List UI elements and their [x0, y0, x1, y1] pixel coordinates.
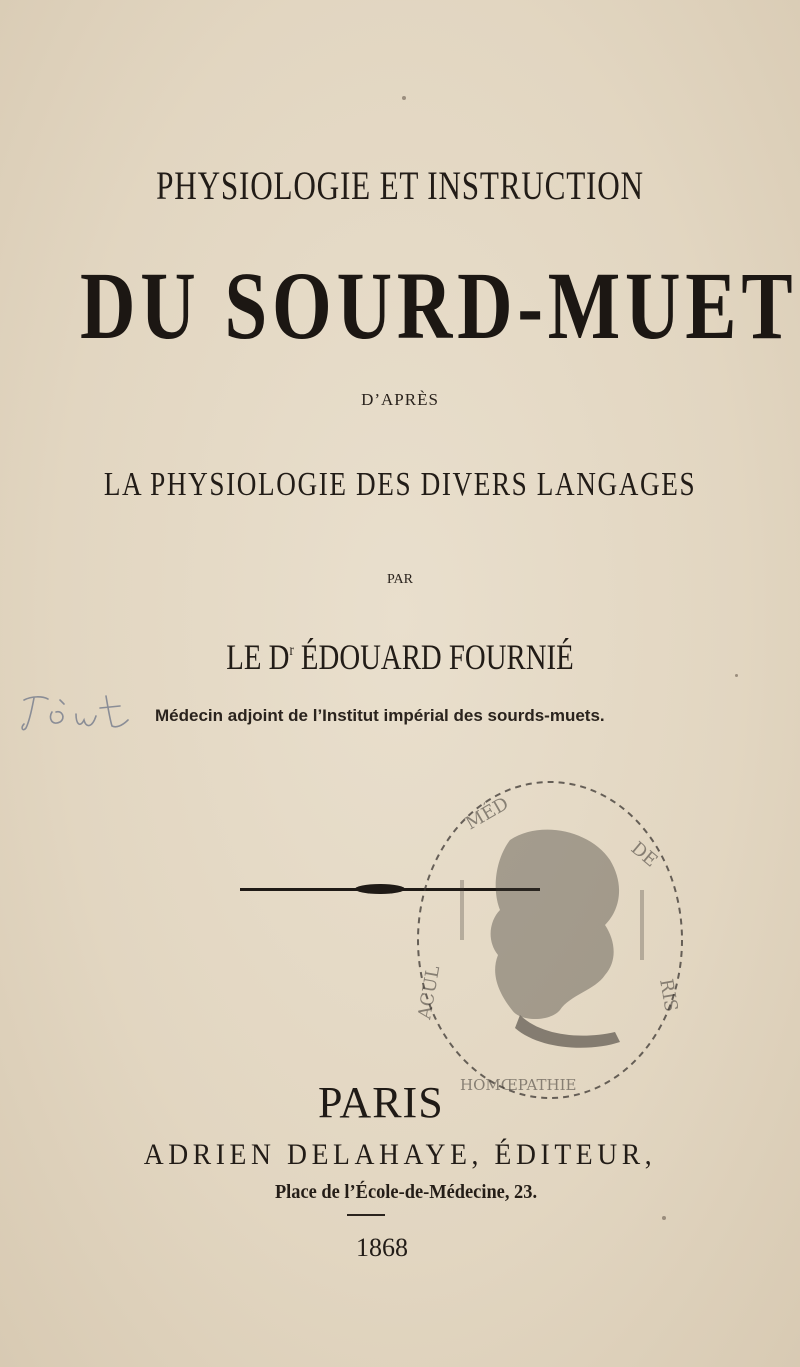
svg-text:MÉD: MÉD: [462, 793, 513, 835]
author-line: [80, 636, 720, 678]
subtitle: LA PHYSIOLOGIE DES DIVERS LANGAGES: [103, 466, 697, 503]
publisher-address: Place de l’École-de-Médecine, 23.: [274, 1181, 538, 1203]
title-line-1: PHYSIOLOGIE ET INSTRUCTION: [156, 163, 644, 208]
paper-speck: [402, 96, 406, 100]
par-label: PAR: [387, 572, 413, 587]
publisher: ADRIEN DELAHAYE, ÉDITEUR,: [143, 1138, 657, 1171]
city: PARIS: [318, 1078, 444, 1127]
author-sup: r: [289, 642, 294, 659]
svg-text:ACUL: ACUL: [414, 964, 445, 1021]
paper-speck: [662, 1216, 666, 1220]
apres-label: D’APRÈS: [361, 390, 439, 409]
author-name: ÉDOUARD FOURNIÉ: [293, 637, 574, 677]
svg-text:DE: DE: [626, 837, 662, 872]
library-stamp-icon: [400, 760, 690, 1110]
publication-year: 1868: [356, 1233, 408, 1262]
svg-text:HOMŒPATHIE: HOMŒPATHIE: [460, 1076, 577, 1094]
rule-ornament: [355, 884, 405, 894]
svg-text:RIS: RIS: [655, 977, 682, 1014]
author-prefix: LE D: [226, 637, 290, 677]
paper-speck: [735, 674, 738, 677]
author-role: Médecin adjoint de l’Institut impérial des sourds-muets.: [155, 706, 605, 725]
divider-dash: [347, 1214, 385, 1216]
main-title: DU SOURD-MUET: [80, 252, 798, 359]
handwritten-signature-icon: [18, 690, 138, 735]
